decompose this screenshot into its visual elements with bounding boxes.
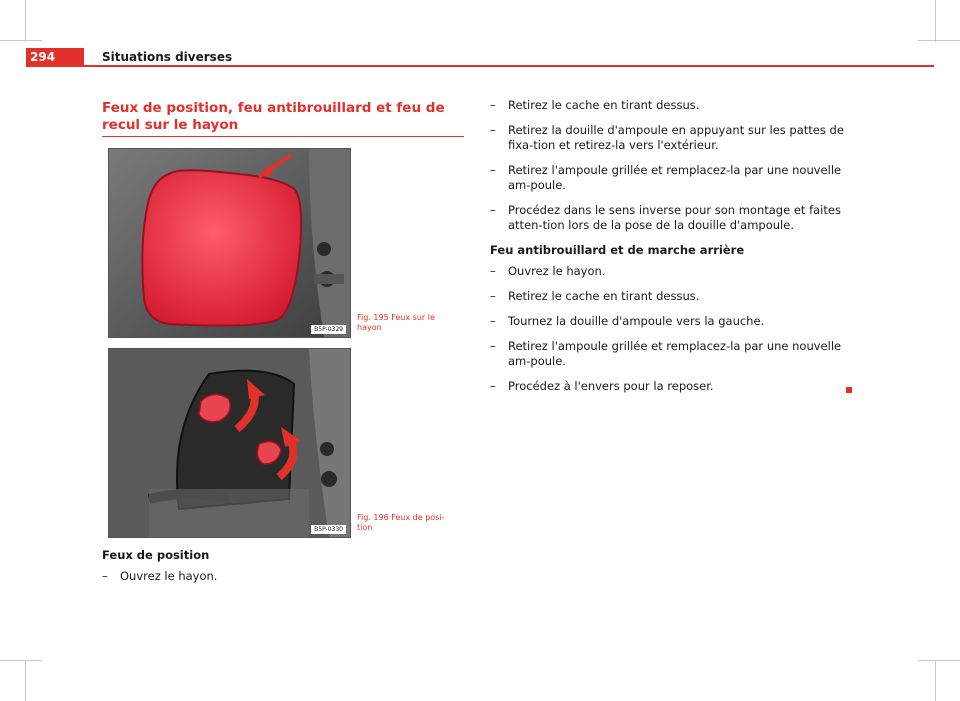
crop-mark xyxy=(918,660,960,661)
list-item: – Retirez l'ampoule grillée et remplacez-la par une nouvelle am-poule. xyxy=(490,339,842,368)
list-item: – Retirez le cache en tirant dessus. xyxy=(490,289,700,303)
subheading-position-lights: Feux de position xyxy=(102,548,210,562)
figure-position-lights xyxy=(108,348,351,538)
list-item: – Procédez dans le sens inverse pour son montage et faites atten-tion lors de la pose de la douille d'ampoule. xyxy=(490,203,841,232)
figure-code: B5P-0330 xyxy=(311,525,346,534)
section-title: Feux de position, feu antibrouillard et feu de recul sur le hayon xyxy=(102,100,445,133)
figure-tailgate-lights xyxy=(108,148,351,338)
position-lights-photo xyxy=(109,349,350,537)
crop-mark xyxy=(935,660,936,701)
list-item: – Procédez à l'envers pour la reposer. xyxy=(490,379,714,393)
list-item: – Ouvrez le hayon. xyxy=(490,264,606,278)
figure-caption: Fig. 196 Feux de posi-tion xyxy=(357,513,445,532)
section-rule xyxy=(102,136,464,137)
crop-mark xyxy=(25,0,26,42)
header-rule xyxy=(84,65,934,67)
tailgate-photo xyxy=(109,149,350,337)
figure-code: B5P-0329 xyxy=(311,325,346,334)
list-item: – Tournez la douille d'ampoule vers la gauche. xyxy=(490,314,765,328)
figure-caption: Fig. 195 Feux sur le hayon xyxy=(357,313,435,332)
crop-mark xyxy=(918,40,960,41)
page-number: 294 xyxy=(30,50,56,64)
list-item: – Retirez la douille d'ampoule en appuyant sur les pattes de fixa-tion et retirez-la vers l'extérieur. xyxy=(490,123,844,152)
crop-mark xyxy=(0,660,42,661)
chapter-title: Situations diverses xyxy=(102,50,233,64)
right-column xyxy=(490,98,852,404)
list-item: – Ouvrez le hayon. xyxy=(102,569,218,583)
end-of-section-mark xyxy=(846,387,852,393)
crop-mark xyxy=(935,0,936,42)
subheading-fog-reverse: Feu antibrouillard et de marche arrière xyxy=(490,243,745,257)
crop-mark xyxy=(0,40,42,41)
list-item: – Retirez le cache en tirant dessus. xyxy=(490,98,700,112)
crop-mark xyxy=(25,660,26,701)
list-item: – Retirez l'ampoule grillée et remplacez-la par une nouvelle am-poule. xyxy=(490,163,842,192)
left-column xyxy=(102,548,462,594)
